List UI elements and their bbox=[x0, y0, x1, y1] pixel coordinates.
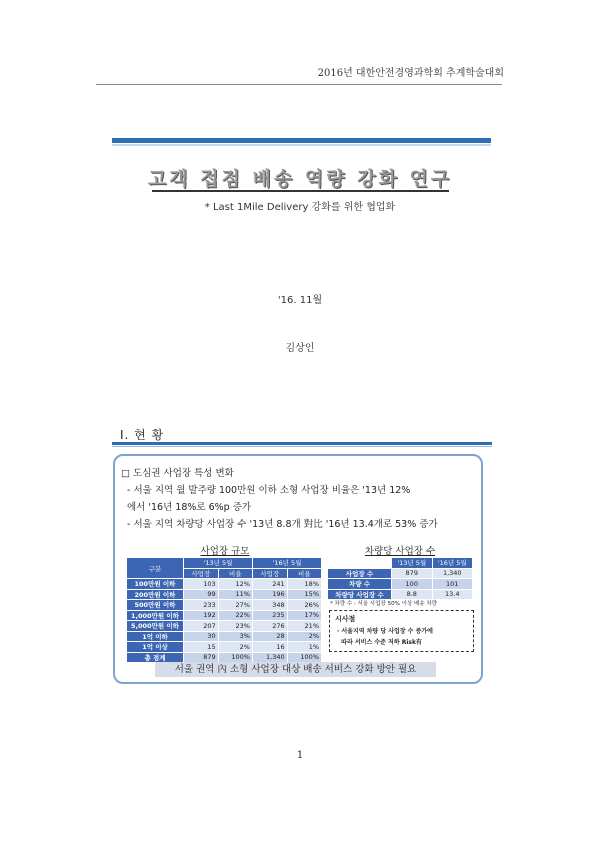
panel-bullet: - 서울 지역 월 발주량 100만원 이하 소형 사업장 비율은 '13년 12% bbox=[127, 485, 411, 496]
table-cell: 100 bbox=[392, 579, 432, 590]
table-cell: 1% bbox=[287, 642, 321, 653]
row-label: 1억 이상 bbox=[127, 642, 184, 653]
table-row bbox=[127, 600, 322, 611]
table-cell: 28 bbox=[252, 631, 287, 642]
table-row bbox=[127, 642, 322, 653]
table-cell: 879 bbox=[392, 568, 432, 579]
section-rule bbox=[112, 442, 492, 445]
table-row bbox=[127, 621, 322, 632]
table-row bbox=[328, 589, 473, 600]
right-table-caption: 차량당 사업장 수 bbox=[364, 546, 436, 557]
table-cell: 207 bbox=[184, 621, 219, 632]
table-row bbox=[127, 579, 322, 590]
table-header: '16년 5월 bbox=[252, 558, 321, 569]
table-cell: 100% bbox=[287, 652, 321, 663]
table-cell: 11% bbox=[218, 589, 252, 600]
table-cell: 99 bbox=[184, 589, 219, 600]
table-cell: 1,340 bbox=[432, 568, 473, 579]
document-title: 고객 접점 배송 역량 강화 연구 bbox=[147, 168, 453, 190]
table-cell: 22% bbox=[218, 610, 252, 621]
table-cell: 233 bbox=[184, 600, 219, 611]
document-date: '16. 11월 bbox=[277, 295, 323, 306]
table-cell: 15% bbox=[287, 589, 321, 600]
panel-bullet: - 서울 지역 차량당 사업장 수 '13년 8.8개 對比 '16년 13.4개로 53% 증가 bbox=[127, 519, 438, 530]
table-row bbox=[127, 652, 322, 663]
row-label: 1,000만원 이하 bbox=[127, 610, 184, 621]
table-header: 사업장 bbox=[252, 568, 287, 579]
table-cell: 30 bbox=[184, 631, 219, 642]
row-label: 500만원 이하 bbox=[127, 600, 184, 611]
table-cell: 15 bbox=[184, 642, 219, 653]
table-cell: 12% bbox=[218, 579, 252, 590]
insight-title: 시사점 bbox=[335, 615, 356, 623]
title-band bbox=[112, 138, 491, 143]
table-cell: 17% bbox=[287, 610, 321, 621]
header-divider bbox=[96, 84, 502, 85]
table-header: 비율 bbox=[218, 568, 252, 579]
table-cell: 348 bbox=[252, 600, 287, 611]
table-cell: 8.8 bbox=[392, 589, 432, 600]
table-cell: 26% bbox=[287, 600, 321, 611]
table-cell: 27% bbox=[218, 600, 252, 611]
table-cell: 196 bbox=[252, 589, 287, 600]
table-cell: 18% bbox=[287, 579, 321, 590]
table-cell: 100% bbox=[218, 652, 252, 663]
table-row bbox=[328, 579, 473, 590]
table-cell: 3% bbox=[218, 631, 252, 642]
table-cell: 13.4 bbox=[432, 589, 473, 600]
table-cell: 21% bbox=[287, 621, 321, 632]
table-row bbox=[127, 589, 322, 600]
table-header: 비율 bbox=[287, 568, 321, 579]
row-label: 사업장 수 bbox=[328, 568, 392, 579]
document-author: 김상인 bbox=[285, 343, 315, 354]
table-cell: 235 bbox=[252, 610, 287, 621]
insight-line: · 서울지역 차량 당 사업장 수 증가에 bbox=[337, 628, 433, 635]
row-label: 1억 이하 bbox=[127, 631, 184, 642]
table-header: '13년 5월 bbox=[184, 558, 253, 569]
table-cell: 2% bbox=[287, 631, 321, 642]
table-row bbox=[127, 610, 322, 621]
title-underline bbox=[152, 190, 449, 192]
panel-bullet: 에서 '16년 18%로 6%p 증가 bbox=[127, 502, 252, 513]
row-label: 100만원 이하 bbox=[127, 579, 184, 590]
business-size-table bbox=[126, 557, 322, 663]
section-title: Ⅰ. 현 황 bbox=[120, 428, 165, 442]
table-cell: 103 bbox=[184, 579, 219, 590]
row-label: 200만원 이하 bbox=[127, 589, 184, 600]
panel-heading: □ 도심권 사업장 특성 변화 bbox=[121, 468, 234, 479]
page-number: 1 bbox=[296, 750, 304, 761]
table-cell: 23% bbox=[218, 621, 252, 632]
table-cell: 1,340 bbox=[252, 652, 287, 663]
title-band-light bbox=[112, 144, 491, 146]
left-table-caption: 사업장 규모 bbox=[200, 546, 250, 557]
table-cell: 192 bbox=[184, 610, 219, 621]
table-header: '13년 5월 bbox=[392, 558, 432, 569]
table-cell: 101 bbox=[432, 579, 473, 590]
row-label: 차량 수 bbox=[328, 579, 392, 590]
row-label: 5,000만원 이하 bbox=[127, 621, 184, 632]
table-header: 사업장 bbox=[184, 568, 219, 579]
insight-line: 따라 서비스 수준 저하 Risk有 bbox=[337, 639, 422, 646]
table-header: 구분 bbox=[127, 558, 184, 579]
table-row bbox=[328, 568, 473, 579]
conference-header: 2016년 대한안전경영과학회 추계학술대회 bbox=[317, 68, 504, 79]
row-label: 총 점계 bbox=[127, 652, 184, 663]
table-row bbox=[127, 631, 322, 642]
table-header: '16년 5월 bbox=[432, 558, 473, 569]
table-header-empty bbox=[328, 558, 392, 569]
section-rule-light bbox=[112, 446, 492, 447]
row-label: 차량당 사업장 수 bbox=[328, 589, 392, 600]
table-note: * 차량 수 : 서울 사업장 50% 이상 배송 차량 bbox=[330, 601, 437, 607]
table-cell: 276 bbox=[252, 621, 287, 632]
table-cell: 2% bbox=[218, 642, 252, 653]
table-cell: 241 bbox=[252, 579, 287, 590]
table-cell: 879 bbox=[184, 652, 219, 663]
document-subtitle: * Last 1Mile Delivery 강화를 위한 협업화 bbox=[204, 202, 396, 213]
vehicle-ratio-table bbox=[327, 557, 473, 600]
table-cell: 16 bbox=[252, 642, 287, 653]
conclusion-bar: 서울 권역 內 소형 사업장 대상 배송 서비스 강화 방안 필요 bbox=[155, 662, 436, 677]
